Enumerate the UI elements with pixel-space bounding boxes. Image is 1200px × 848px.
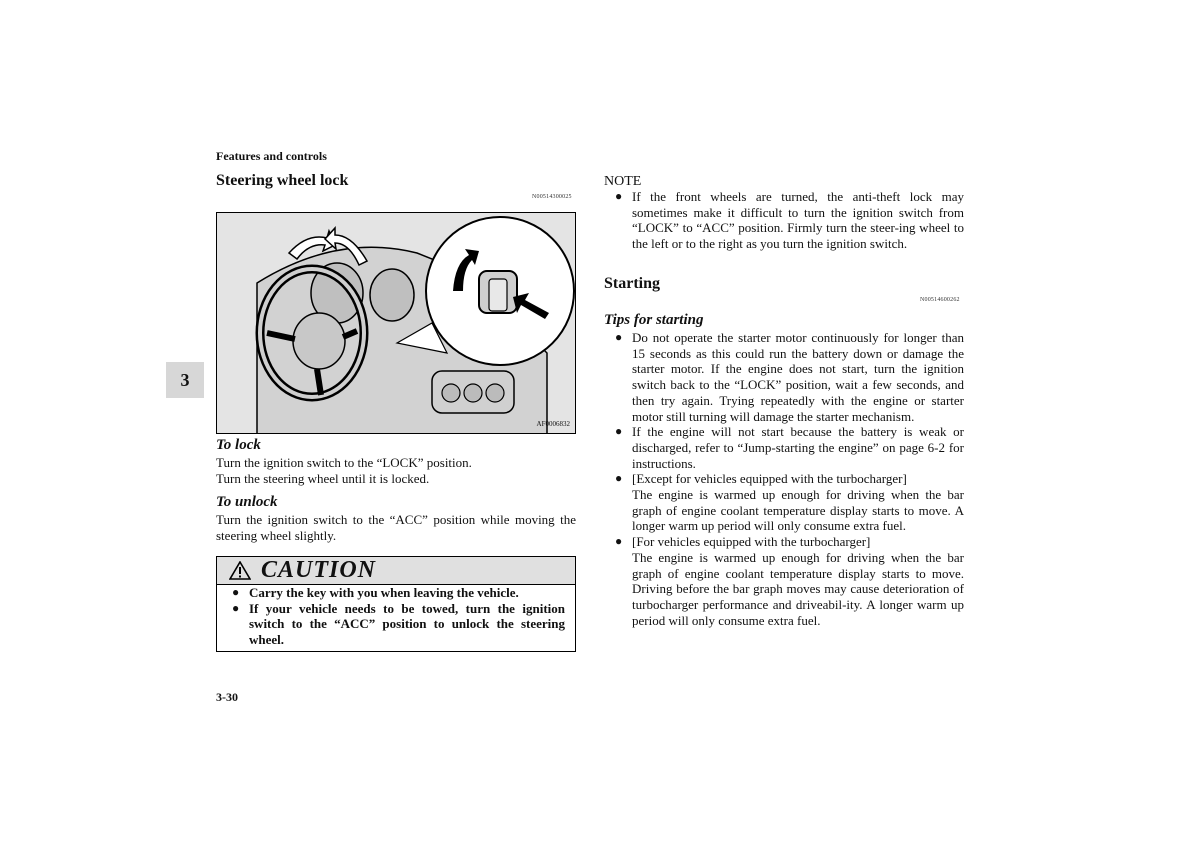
steering-wheel-illustration (216, 212, 576, 434)
list-item: ● If the engine will not start because the battery is weak or discharged, refer to “Jump-starting the engine” on page 6-2 for instructions. (615, 424, 964, 471)
bullet-icon: ● (615, 330, 623, 344)
chapter-tab: 3 (166, 362, 204, 398)
figure-code: AF0006832 (536, 420, 570, 428)
bullet-icon: ● (232, 585, 240, 599)
to-lock-line-2: Turn the steering wheel until it is locked. (216, 470, 430, 486)
list-item: ● If your vehicle needs to be towed, turn the ignition switch to the “ACC” position to unlock the steering wheel. (232, 600, 565, 648)
to-unlock-text: Turn the ignition switch to the “ACC” position while moving the steering wheel slightly. (216, 512, 576, 543)
note-list (604, 189, 964, 252)
starting-code: N00514600262 (920, 297, 960, 303)
bullet-icon: ● (615, 189, 623, 203)
bullet-icon: ● (615, 471, 623, 486)
to-lock-heading: To lock (216, 437, 261, 453)
starting-title: Starting (604, 275, 660, 292)
tips-list (604, 330, 964, 628)
caution-title: CAUTION (261, 557, 377, 583)
bullet-icon: ● (232, 600, 240, 615)
bullet-icon: ● (615, 534, 623, 549)
to-lock-line-1: Turn the ignition switch to the “LOCK” position. (216, 455, 472, 470)
list-item: ● [Except for vehicles equipped with the turbocharger] The engine is warmed up enough for driving when the bar graph of engine coolant temperature display starts to move. A longer warm up period will only consume extra fuel. (615, 471, 964, 534)
caution-list (217, 585, 575, 648)
list-item: ● Carry the key with you when leaving the vehicle. (232, 585, 519, 600)
page-number: 3-30 (216, 690, 238, 704)
caution-header (217, 557, 575, 585)
tips-heading: Tips for starting (604, 312, 704, 328)
note-label: NOTE (604, 174, 642, 189)
list-item: ● Do not operate the starter motor continuously for longer than 15 seconds as this could run the battery down or damage the starter motor. If the engine does not start, turn the ignition switch back to the “LOCK” position, wait a few seconds, and then try again. Trying repeatedly with the engine or starter motor still turning will damage the starter mechanism. (615, 330, 964, 424)
steering-wheel-lock-title: Steering wheel lock (216, 172, 349, 189)
caution-box (216, 556, 576, 652)
section-header: Features and controls (216, 149, 327, 163)
list-item: ● [For vehicles equipped with the turbocharger] The engine is warmed up enough for driving when the bar graph of engine coolant temperature display starts to move. Driving before the bar graph moves may cause deterioration of turbocharger performance and driveabil-ity. A longer warm up period will only consume extra fuel. (615, 534, 964, 628)
warning-triangle-icon (229, 561, 251, 580)
steering-lock-drawing (217, 213, 576, 434)
list-item: ● If the front wheels are turned, the anti-theft lock may sometimes make it difficult to turn the ignition switch from “LOCK” to “ACC” position. Firmly turn the steer-ing wheel to the left or to the right as you turn the ignition switch. (615, 189, 964, 252)
to-unlock-heading: To unlock (216, 494, 278, 510)
steering-lock-code: N00514300025 (532, 194, 572, 200)
to-lock-text (216, 455, 576, 486)
bullet-icon: ● (615, 424, 623, 439)
